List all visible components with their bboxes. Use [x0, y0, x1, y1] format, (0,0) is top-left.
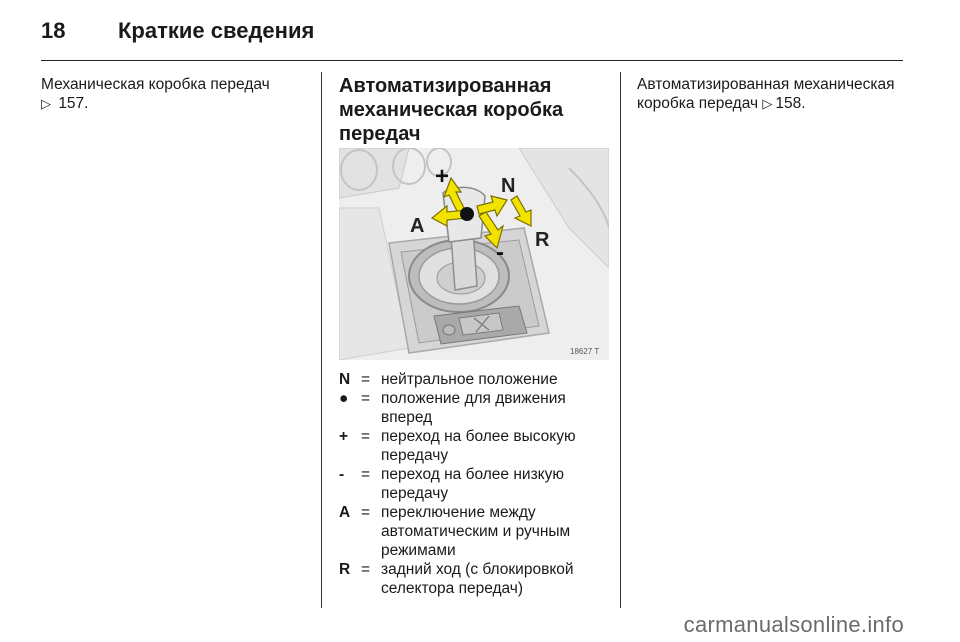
- figure-label-a: A: [410, 215, 425, 237]
- figure-code: 18627 T: [570, 347, 600, 356]
- page-title: Краткие сведения: [118, 18, 315, 43]
- legend-item: [339, 560, 611, 598]
- column-divider-left: [321, 72, 322, 608]
- page-number: 18: [41, 18, 66, 43]
- legend-text: переход на более низкую передачу: [381, 466, 565, 502]
- legend-equals: =: [361, 466, 371, 483]
- manual-gearbox-reference: [41, 75, 309, 113]
- legend-text: положение для движения вперед: [381, 390, 566, 426]
- legend-text: нейтральное положение: [381, 371, 558, 388]
- figure-label-plus: +: [435, 163, 450, 190]
- legend-item: [339, 389, 611, 427]
- figure-label-r: R: [535, 229, 550, 251]
- figure-legend: [339, 370, 611, 598]
- manual-gearbox-text: Механическая коробка передач: [41, 76, 270, 93]
- arrow-right-icon: ▷: [41, 96, 51, 111]
- section-title: Автоматизированная механическая коробка передач: [339, 75, 564, 145]
- arrow-right-icon: ▷: [762, 96, 773, 111]
- legend-key: R: [339, 561, 351, 578]
- legend-equals: =: [361, 504, 371, 521]
- gear-selector-illustration: [339, 148, 609, 360]
- header-divider: [41, 60, 903, 61]
- legend-equals: =: [361, 390, 371, 407]
- legend-item: [339, 503, 611, 560]
- auto-gearbox-text: Автоматизированная механическая коробка передач: [637, 76, 895, 112]
- legend-key: ●: [339, 390, 349, 407]
- legend-text: переход на более высокую передачу: [381, 428, 576, 464]
- legend-text: переключение между автоматическим и ручным режимами: [381, 504, 571, 559]
- legend-key: N: [339, 371, 351, 388]
- legend-item: [339, 427, 611, 465]
- page-reference-link[interactable]: 157.: [58, 95, 89, 112]
- page-reference-link[interactable]: 158.: [775, 95, 806, 112]
- watermark: carmanualsonline.info: [683, 612, 904, 637]
- legend-equals: =: [361, 428, 371, 445]
- legend-equals: =: [361, 371, 371, 388]
- legend-text: задний ход (с блокировкой селектора передач): [381, 561, 574, 597]
- page-header: [41, 14, 901, 54]
- figure-label-n: N: [501, 175, 516, 197]
- legend-key: +: [339, 428, 349, 445]
- legend-item: [339, 370, 611, 389]
- column-divider-right: [620, 72, 621, 608]
- legend-key: -: [339, 466, 345, 483]
- legend-key: A: [339, 504, 351, 521]
- auto-gearbox-reference: [637, 75, 907, 113]
- gear-selector-figure: [339, 148, 609, 360]
- legend-item: [339, 465, 611, 503]
- legend-equals: =: [361, 561, 371, 578]
- figure-label-minus: -: [496, 239, 504, 266]
